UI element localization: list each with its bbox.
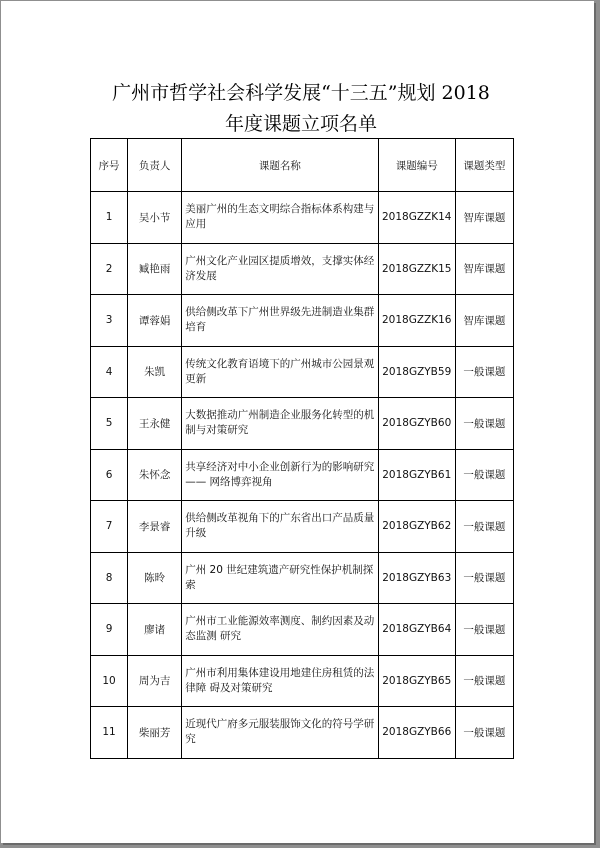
row-leader: 吴小节	[128, 192, 182, 244]
table-row	[91, 192, 514, 244]
row-number: 3	[91, 295, 128, 347]
row-leader: 臧艳雨	[128, 243, 182, 295]
table-row	[91, 295, 514, 347]
table-row	[91, 707, 514, 759]
row-leader: 李景睿	[128, 501, 182, 553]
row-project-code: 2018GZYB60	[378, 398, 455, 450]
row-project-code: 2018GZYB66	[378, 707, 455, 759]
row-project-type: 智库课题	[455, 295, 513, 347]
row-project-type: 一般课题	[455, 604, 513, 656]
row-project-type: 智库课题	[455, 192, 513, 244]
row-number: 11	[91, 707, 128, 759]
row-number: 4	[91, 346, 128, 398]
row-number: 10	[91, 655, 128, 707]
row-leader: 朱怀念	[128, 449, 182, 501]
row-project-name: 近现代广府多元服装服饰文化的符号学研究	[182, 707, 378, 759]
row-project-code: 2018GZYB65	[378, 655, 455, 707]
table-row	[91, 655, 514, 707]
row-leader: 朱凯	[128, 346, 182, 398]
row-project-code: 2018GZZK15	[378, 243, 455, 295]
row-number: 7	[91, 501, 128, 553]
table-row	[91, 552, 514, 604]
row-project-name: 传统文化教育语境下的广州城市公园景观更新	[182, 346, 378, 398]
row-project-code: 2018GZZK14	[378, 192, 455, 244]
row-project-code: 2018GZZK16	[378, 295, 455, 347]
row-project-name: 广州市工业能源效率测度、制约因素及动态监测 研究	[182, 604, 378, 656]
row-project-code: 2018GZYB64	[378, 604, 455, 656]
row-number: 8	[91, 552, 128, 604]
row-leader: 王永健	[128, 398, 182, 450]
document-title-line-2: 年度课题立项名单	[224, 113, 377, 135]
row-project-name: 美丽广州的生态文明综合指标体系构建与应用	[182, 192, 378, 244]
row-project-type: 一般课题	[455, 398, 513, 450]
row-project-type: 一般课题	[455, 449, 513, 501]
row-project-name: 大数据推动广州制造企业服务化转型的机制与对策研究	[182, 398, 378, 450]
table-row	[91, 243, 514, 295]
header-project-type: 课题类型	[455, 139, 513, 192]
row-project-type: 智库课题	[455, 243, 513, 295]
header-project-name: 课题名称	[182, 139, 378, 192]
table-row	[91, 604, 514, 656]
row-project-code: 2018GZYB59	[378, 346, 455, 398]
table-row	[91, 501, 514, 553]
row-project-type: 一般课题	[455, 552, 513, 604]
row-project-name: 广州 20 世纪建筑遗产研究性保护机制探索	[182, 552, 378, 604]
table-row	[91, 398, 514, 450]
row-number: 9	[91, 604, 128, 656]
header-number: 序号	[91, 139, 128, 192]
row-project-name: 广州文化产业园区提质增效，支撑实体经济发展	[182, 243, 378, 295]
row-project-code: 2018GZYB62	[378, 501, 455, 553]
document-page	[1, 1, 594, 843]
row-project-type: 一般课题	[455, 707, 513, 759]
row-project-code: 2018GZYB63	[378, 552, 455, 604]
row-project-type: 一般课题	[455, 655, 513, 707]
document-title-line-1: 广州市哲学社会科学发展“十三五”规划 2018	[112, 82, 490, 104]
row-project-code: 2018GZYB61	[378, 449, 455, 501]
row-leader: 陈昤	[128, 552, 182, 604]
row-number: 6	[91, 449, 128, 501]
row-project-type: 一般课题	[455, 501, 513, 553]
row-project-type: 一般课题	[455, 346, 513, 398]
row-number: 5	[91, 398, 128, 450]
row-project-name: 广州市利用集体建设用地建住房租赁的法律障 碍及对策研究	[182, 655, 378, 707]
table-header-row	[91, 139, 514, 192]
table-row	[91, 449, 514, 501]
project-list-table	[90, 138, 514, 759]
row-project-name: 供给侧改革下广州世界级先进制造业集群培育	[182, 295, 378, 347]
row-number: 1	[91, 192, 128, 244]
row-leader: 谭蓉娟	[128, 295, 182, 347]
row-project-name: 共享经济对中小企业创新行为的影响研究—— 网络博弈视角	[182, 449, 378, 501]
header-leader: 负责人	[128, 139, 182, 192]
row-number: 2	[91, 243, 128, 295]
table-row	[91, 346, 514, 398]
row-leader: 柴丽芳	[128, 707, 182, 759]
row-leader: 周为吉	[128, 655, 182, 707]
row-leader: 廖诸	[128, 604, 182, 656]
row-project-name: 供给侧改革视角下的广东省出口产品质量升级	[182, 501, 378, 553]
header-project-code: 课题编号	[378, 139, 455, 192]
